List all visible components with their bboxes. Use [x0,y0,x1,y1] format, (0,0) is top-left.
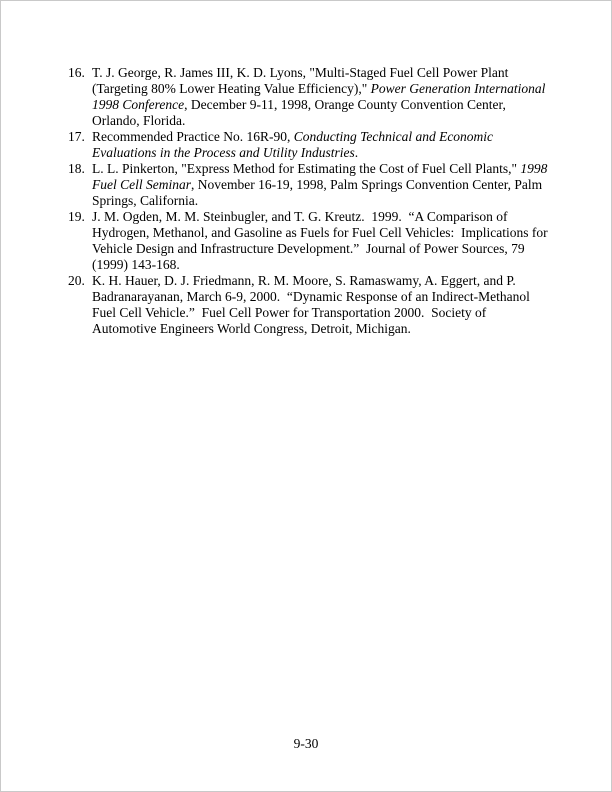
reference-item [68,161,551,209]
reference-number: 16. [68,65,85,80]
reference-number: 19. [68,209,85,224]
reference-text-segment: Recommended Practice No. 16R-90, [92,129,294,144]
references-list [68,65,551,337]
reference-number: 17. [68,129,85,144]
reference-title-italic: 1998 Fuel Cell Seminar [92,161,551,192]
reference-item [68,209,551,273]
page-number: 9-30 [293,736,319,751]
reference-text [92,65,548,129]
reference-text-segment: T. J. George, R. James III, K. D. Lyons, "Multi-Staged Fuel Cell Power Plant (Targeting 80% Lower Heating Value Efficiency)," [92,65,512,96]
reference-text-segment: K. H. Hauer, D. J. Friedmann, R. M. Moore, S. Ramaswamy, A. Eggert, and P. Badranarayanan, March 6-9, 2000. “Dynamic Response of an Indirect-Methanol Fuel Cell Vehicle.” Fuel Cell Power for Transportation 2000. Society of Automotive Engineers World Congress, Detroit, Michigan. [92,273,534,336]
reference-text [92,273,548,337]
reference-text-segment: , December 9-11, 1998, Orange County Convention Center, Orlando, Florida. [92,97,510,128]
reference-text-segment: L. L. Pinkerton, "Express Method for Estimating the Cost of Fuel Cell Plants," [92,161,521,176]
reference-text-segment: , November 16-19, 1998, Palm Springs Convention Center, Palm Springs, California. [92,177,546,208]
reference-text [92,129,548,161]
reference-item [68,65,548,129]
reference-item [68,273,548,337]
reference-text [92,209,551,273]
reference-text [92,161,551,209]
reference-title-italic: Conducting Technical and Economic Evaluations in the Process and Utility Industries [92,129,497,160]
reference-item [68,129,548,161]
reference-number: 18. [68,161,85,176]
reference-text-segment: . [354,145,359,160]
reference-text-segment: J. M. Ogden, M. M. Steinbugler, and T. G. Kreutz. 1999. “A Comparison of Hydrogen, Methanol, and Gasoline as Fuels for Fuel Cell Vehicles: Implications for Vehicle Design and Infrastructure Development.” Journal of Power Sources, 79 (1999) 143-168. [92,209,551,272]
reference-number: 20. [68,273,85,288]
reference-title-italic: Power Generation International 1998 Conference [92,81,549,112]
